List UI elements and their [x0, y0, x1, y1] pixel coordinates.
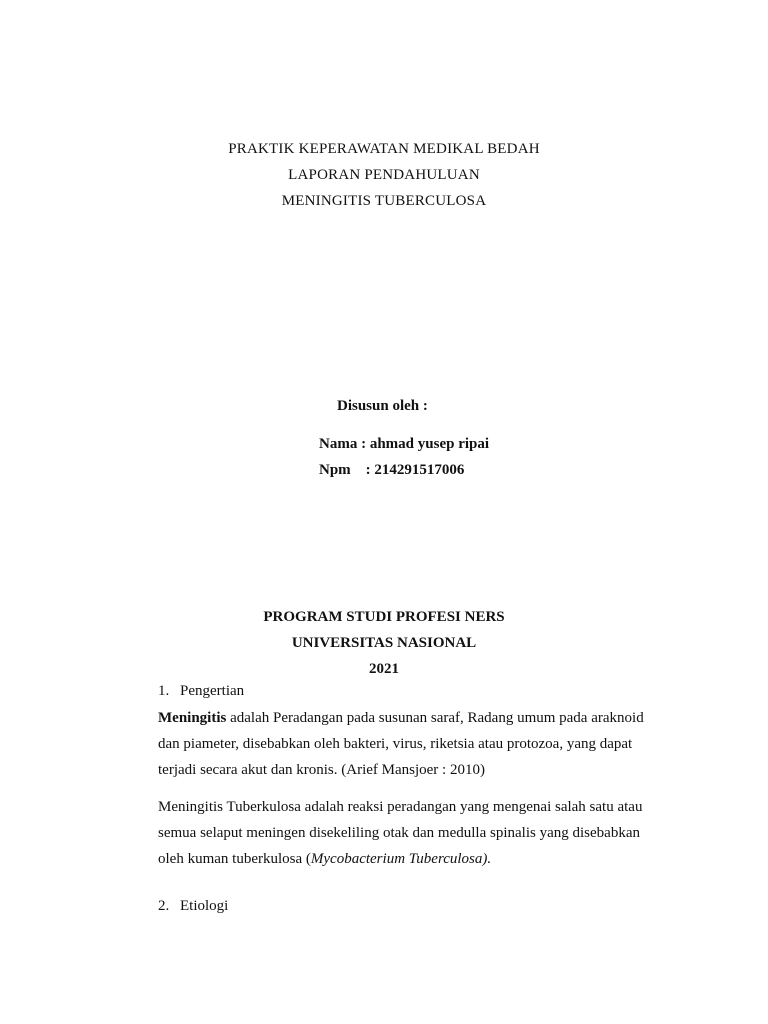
section-heading-etiologi	[158, 898, 228, 915]
paragraph-text: adalah Peradangan pada susunan saraf, Radang umum pada araknoid dan piameter, disebabkan oleh bakteri, virus, riketsia atau protozoa, yang dapat terjadi secara akut dan kronis. (Arief Mansjoer : 2010)	[158, 710, 644, 778]
author-npm-value: 214291517006	[374, 462, 465, 478]
author-name-value: ahmad yusep ripai	[369, 436, 490, 452]
author-npm-key: Npm	[319, 462, 351, 478]
institution-block	[0, 604, 768, 682]
document-year: 2021	[369, 661, 399, 677]
paragraph-definition-meningitis-tb	[158, 794, 663, 872]
university-name: UNIVERSITAS NASIONAL	[291, 635, 477, 651]
program-name: PROGRAM STUDI PROFESI NERS	[263, 609, 505, 625]
section-title: Etiologi	[180, 898, 229, 914]
section-heading-pengertian	[158, 683, 244, 700]
author-name-row	[319, 436, 489, 453]
title-block	[0, 136, 768, 214]
term-meningitis: Meningitis	[158, 710, 227, 726]
author-name-separator: :	[357, 436, 370, 452]
author-npm-row	[319, 462, 464, 479]
title-line-3: MENINGITIS TUBERCULOSA	[281, 193, 487, 209]
section-number: 2.	[158, 898, 170, 914]
author-name-key: Nama	[319, 436, 358, 452]
author-label: Disusun oleh :	[337, 398, 428, 414]
paragraph-text: Meningitis Tuberkulosa adalah reaksi peradangan yang mengenai salah satu atau semua selaput meningen disekeliling otak dan medulla spinalis yang disebabkan oleh kuman tuberkulosa (	[158, 799, 643, 867]
section-title: Pengertian	[180, 683, 245, 699]
species-name: Mycobacterium Tuberculosa).	[310, 851, 492, 867]
section-number: 1.	[158, 683, 170, 699]
paragraph-definition-meningitis	[158, 705, 663, 783]
title-line-2: LAPORAN PENDAHULUAN	[288, 167, 480, 183]
title-line-1: PRAKTIK KEPERAWATAN MEDIKAL BEDAH	[228, 141, 540, 157]
author-npm-separator: :	[350, 462, 375, 478]
